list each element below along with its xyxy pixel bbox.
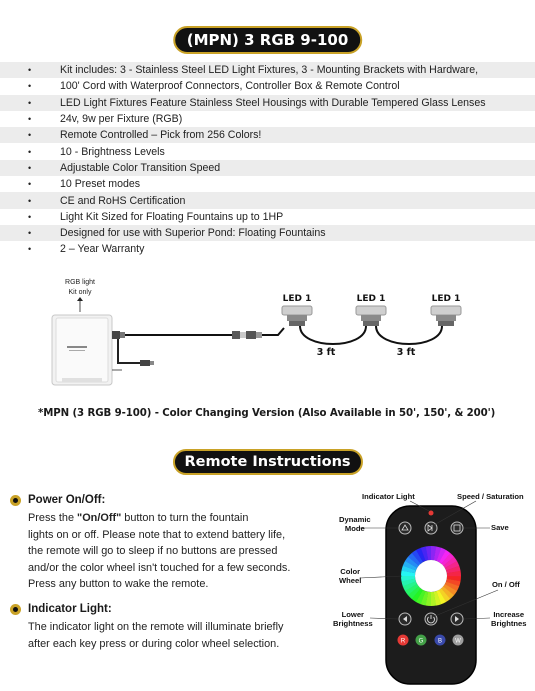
feature-text: 10 Preset modes [60,178,141,191]
led-fixture-1 [282,306,312,326]
indicator-heading: Indicator Light: [28,603,112,615]
feature-item [0,95,535,111]
feature-text: Remote Controlled – Pick from 256 Colors! [60,129,262,142]
availability-footnote: *MPN (3 RGB 9-100) - Color Changing Version (Also Available in 50', 150', & 200') [38,408,496,419]
power-line-1: Press the "On/Off" button to turn the fountain [28,512,249,524]
bullet-icon: • [28,130,32,141]
feature-text: CE and RoHS Certification [60,194,186,207]
feature-item [0,192,535,208]
controller-note-line1: RGB light [65,279,95,286]
feature-text: LED Light Fixtures Feature Stainless Steel Housings with Durable Tempered Glass Lenses [60,96,486,109]
bullet-icon: • [28,244,32,255]
indicator-line-1: The indicator light on the remote will illuminate briefly [28,621,284,633]
power-description [28,510,290,593]
remote-diagram [330,488,535,688]
feature-text: Adjustable Color Transition Speed [60,161,221,174]
feature-item [0,78,535,94]
power-heading: Power On/Off: [28,494,106,506]
feature-text: Kit includes: 3 - Stainless Steel LED Light Fixtures, 3 - Mounting Brackets with Hardware, [60,64,479,77]
bullet-icon: • [28,228,32,239]
bullet-icon: • [28,81,32,92]
controller-note-line2: Kit only [68,289,92,296]
feature-item [0,160,535,176]
indicator-description [28,619,283,652]
power-heading-row [10,494,105,506]
indicator-heading-row [10,603,112,615]
led-label-3: LED 1 [431,294,461,304]
feature-item [0,111,535,127]
label-indicator-light: Indicator Light [362,492,415,501]
remote-instructions-title: Remote Instructions [172,449,362,475]
feature-item [0,176,535,192]
indicator-light-icon [429,511,434,516]
label-color-wheel: Color Wheel [339,567,362,585]
feature-text: Designed for use with Superior Pond: Floating Fountains [60,227,326,240]
label-save: Save [491,523,509,532]
bullet-icon: • [28,179,32,190]
feature-item [0,127,535,143]
dynamic-mode-icon [399,522,411,534]
power-line-5: Press any button to wake the remote. [28,578,209,590]
bullet-icon: • [28,195,32,206]
bullet-icon: • [28,114,32,125]
feature-item [0,209,535,225]
feature-item [0,225,535,241]
led-label-2: LED 1 [356,294,386,304]
label-increase-brightness: Increase Brightnes [491,610,527,628]
white-button-label: W [455,638,461,645]
product-title: (MPN) 3 RGB 9-100 [173,26,363,54]
wiring-diagram [0,268,535,388]
arrow-up-icon [77,297,83,312]
feature-item [0,143,535,159]
distance-label-2: 3 ft [396,347,416,358]
label-dynamic-mode: Dynamic Mode [339,515,371,533]
feature-text: 10 - Brightness Levels [60,145,165,158]
bullet-icon: • [28,146,32,157]
bullet-icon [10,604,21,615]
bullet-icon: • [28,97,32,108]
feature-item [0,241,535,257]
bullet-icon [10,495,21,506]
red-button-label: R [400,638,406,645]
power-line-3: the remote will go to sleep if no buttons are pressed [28,545,278,557]
blue-button-label: B [437,638,443,645]
led-label-1: LED 1 [282,294,312,304]
green-button-label: G [418,638,424,645]
bullet-icon: • [28,65,32,76]
feature-text: 24v, 9w per Fixture (RGB) [60,113,183,126]
save-icon [451,522,463,534]
led-fixture-3 [431,306,461,326]
label-on-off: On / Off [492,580,520,589]
power-line-2: lights on or off. Please note that to extend battery life, [28,528,286,541]
feature-item [0,62,535,78]
speed-saturation-icon [425,522,437,534]
bullet-icon: • [28,211,32,222]
label-lower-brightness: Lower Brightness [333,610,373,628]
distance-label-1: 3 ft [316,347,336,358]
label-speed-saturation: Speed / Saturation [457,492,524,501]
feature-list [0,62,535,258]
controller-box [52,315,112,385]
waterproof-connector [232,331,262,339]
power-line-4: and/or the color wheel isn't touched for a few seconds. [28,561,291,574]
feature-text: 2 – Year Warranty [60,243,145,256]
feature-text: 100' Cord with Waterproof Connectors, Controller Box & Remote Control [60,80,400,93]
led-fixture-2 [356,306,386,326]
indicator-line-2: after each key press or during color wheel selection. [28,637,280,650]
feature-text: Light Kit Sized for Floating Fountains up to 1HP [60,210,284,223]
bullet-icon: • [28,162,32,173]
